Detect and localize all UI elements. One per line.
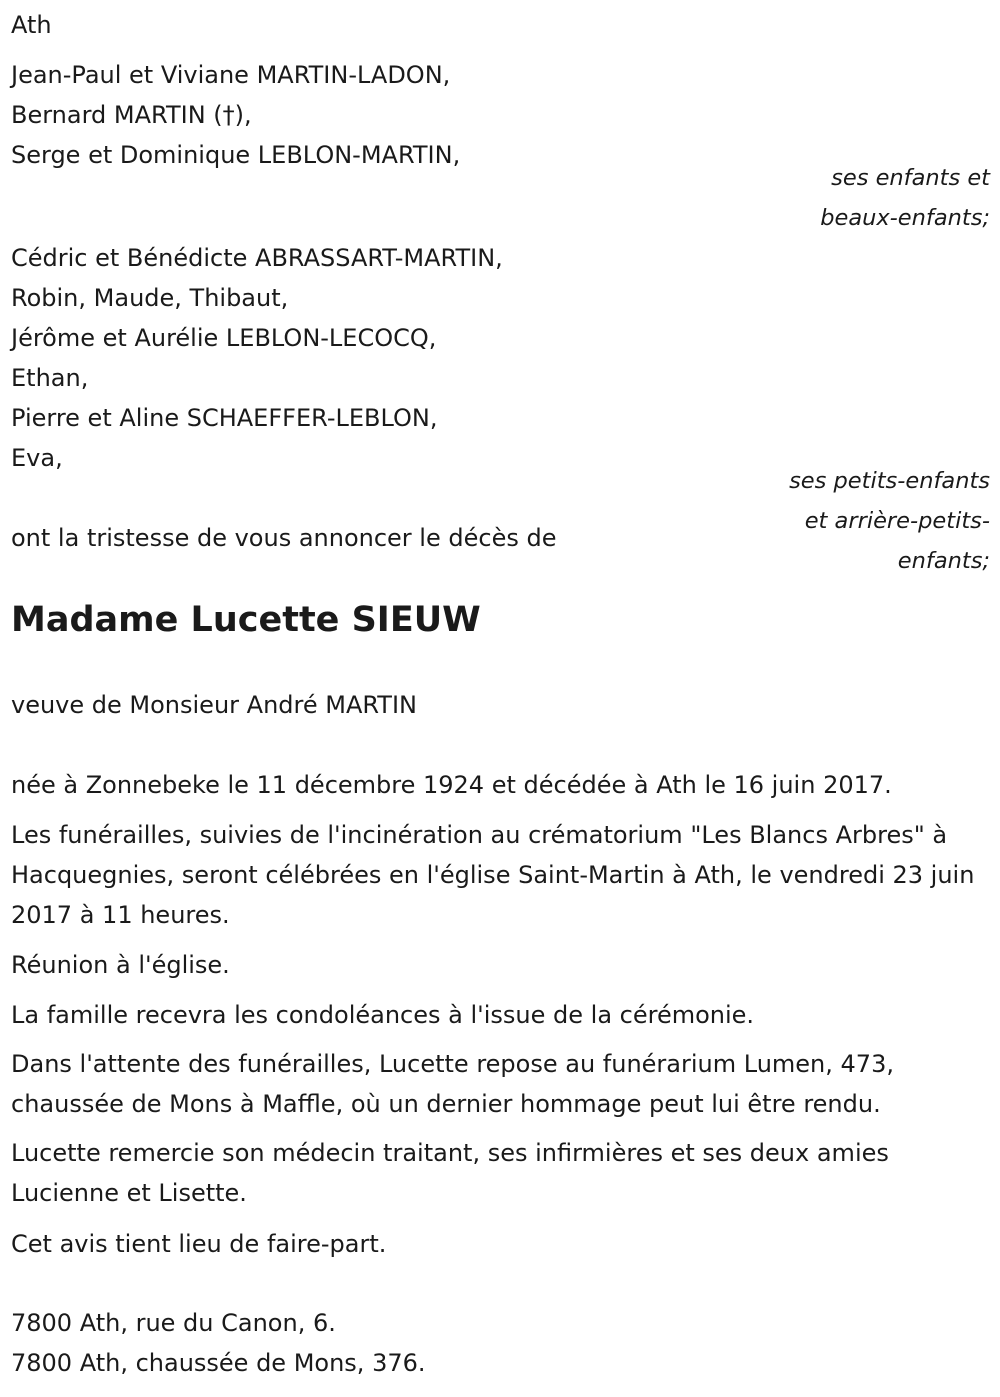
repose-info: Dans l'attente des funérailles, Lucette repose au funérarium Lumen, 473, chaussée de Mons à Maffle, où un dernier hommage peut lui être rendu. [11,1050,894,1118]
condolences-info: La famille recevra les condoléances à l'issue de la cérémonie. [11,1001,755,1029]
grandchildren-role-line-1: ses petits-enfants [789,468,990,494]
address-line-1: 7800 Ath, rue du Canon, 6. [11,1309,336,1337]
grandchild-line-5: Pierre et Aline SCHAEFFER-LEBLON, [11,404,438,432]
grandchild-line-1: Cédric et Bénédicte ABRASSART-MARTIN, [11,244,503,272]
children-role-line-1: ses enfants et [831,165,990,191]
meeting-info: Réunion à l'église. [11,951,230,979]
child-line-1: Jean-Paul et Viviane MARTIN-LADON, [11,61,451,89]
address-line-2: 7800 Ath, chaussée de Mons, 376. [11,1349,426,1377]
grandchildren-role-line-2: et arrière-petits- [804,508,990,534]
child-line-3: Serge et Dominique LEBLON-MARTIN, [11,141,461,169]
announce-text: ont la tristesse de vous annoncer le décès de [11,524,557,552]
grandchild-line-4: Ethan, [11,364,89,392]
birth-death: née à Zonnebeke le 11 décembre 1924 et décédée à Ath le 16 juin 2017. [11,771,892,799]
grandchild-line-6: Eva, [11,444,63,472]
grandchildren-role-line-3: enfants; [897,548,990,574]
widow-of: veuve de Monsieur André MARTIN [11,691,417,719]
thanks-info: Lucette remercie son médecin traitant, ses infirmières et ses deux amies Lucienne et Lisette. [11,1139,889,1207]
grandchild-line-3: Jérôme et Aurélie LEBLON-LECOCQ, [11,324,437,352]
notice-info: Cet avis tient lieu de faire-part. [11,1230,387,1258]
city-heading: Ath [11,11,52,39]
deceased-name: Madame Lucette SIEUW [11,600,481,640]
child-line-2: Bernard MARTIN (†), [11,101,252,129]
grandchild-line-2: Robin, Maude, Thibaut, [11,284,289,312]
children-role-line-2: beaux-enfants; [820,205,990,231]
funeral-info: Les funérailles, suivies de l'incinération au crématorium "Les Blancs Arbres" à Hacquegnies, seront célébrées en l'église Saint-Martin à Ath, le vendredi 23 juin 2017 à 11 heures. [11,821,975,929]
